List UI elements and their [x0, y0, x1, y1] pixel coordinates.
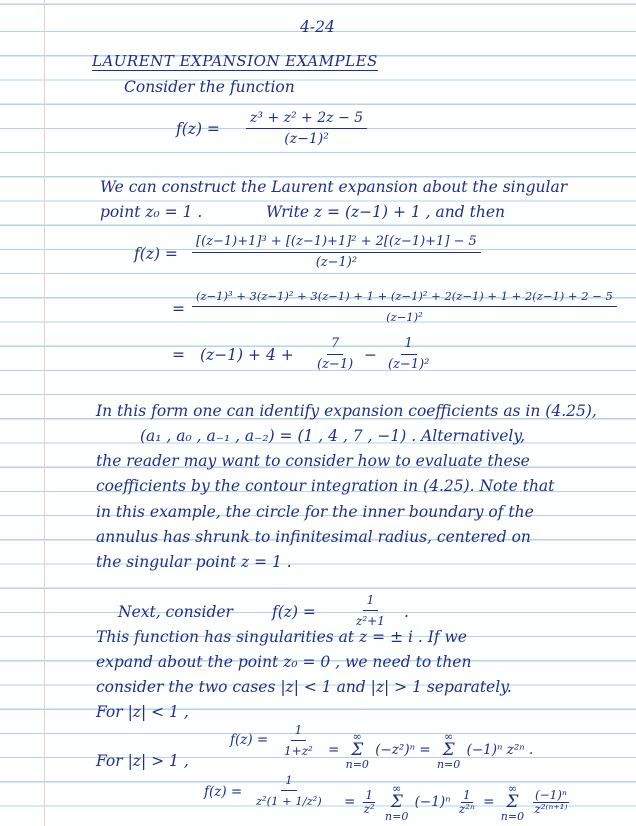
case1-sum-b-sigma: Σ — [442, 740, 455, 760]
eq3-equals: = — [172, 346, 185, 364]
para2-line1: In this form one can identify expansion coefficients as in (4.25), — [96, 402, 597, 420]
case2-term-a: (−1)ⁿ — [414, 794, 451, 810]
case2-sum-a-bottom: n=0 — [385, 810, 409, 823]
case2-sum-b-sigma: Σ — [506, 792, 519, 812]
eq3-num-1: 1 — [401, 336, 417, 355]
eq1-fraction1 — [192, 234, 481, 271]
case1-denominator: 1+z² — [284, 744, 313, 758]
next-lhs: f(z) = — [272, 603, 316, 621]
para2-line4: coefficients by the contour integration in (4.25). Note that — [96, 477, 555, 495]
case1-sum-a-top: ∞ — [352, 730, 362, 743]
eq3-fraction-7 — [313, 336, 357, 373]
eq3-minus: − — [364, 346, 377, 364]
case2-expansion — [344, 783, 571, 822]
case1-term-b: (−1)ⁿ z²ⁿ . — [466, 742, 534, 758]
case2-mid-num: 1 — [365, 788, 373, 802]
next-fraction — [352, 592, 389, 629]
case1-fraction — [280, 722, 317, 759]
case2-sum-b-bottom: n=0 — [500, 810, 525, 823]
eq3-terms: (z−1) + 4 + — [200, 346, 294, 364]
case2-last-num: (−1)ⁿ — [534, 788, 567, 802]
case2-last-fraction — [532, 789, 569, 816]
case1-eq-a: = — [328, 742, 340, 758]
eq3-fraction-1 — [384, 336, 433, 373]
eq1-fraction2 — [192, 288, 617, 325]
eq1-denominator2: (z−1)² — [386, 310, 423, 324]
eq1-denominator1: (z−1)² — [315, 255, 358, 270]
para2-line6: annulus has shrunk to infinitesimal radius, centered on — [96, 528, 531, 546]
case1-sum-b-top: ∞ — [444, 730, 454, 743]
case2-sum-a-top: ∞ — [392, 782, 402, 795]
para3-line2: expand about the point z₀ = 0 , we need to then — [96, 653, 472, 671]
case2-label: For |z| > 1 , — [96, 752, 189, 770]
case2-lhs: f(z) = — [204, 784, 243, 800]
case1-sum-a-bottom: n=0 — [345, 758, 369, 771]
f1-numerator: z³ + z² + 2z − 5 — [246, 110, 367, 129]
para2-line5: in this example, the circle for the inner boundary of the — [96, 503, 534, 521]
case1-label: For |z| < 1 , — [96, 703, 189, 721]
case2-eq-a: = — [344, 794, 356, 810]
case2-fraction — [252, 772, 326, 809]
case2-sum-a-sigma: Σ — [390, 792, 403, 812]
case2-sum-b-top: ∞ — [507, 782, 517, 795]
next-text: Next, consider — [118, 603, 233, 621]
case1-expansion — [328, 731, 533, 770]
next-numerator: 1 — [363, 592, 379, 611]
case2-sum-b — [501, 783, 524, 822]
para3-line1: This function has singularities at z = ± i . If we — [96, 628, 467, 646]
intro-text: Consider the function — [124, 78, 295, 96]
case2-inner-fraction — [457, 789, 477, 816]
para2-line3: the reader may want to consider how to evaluate these — [96, 452, 530, 470]
para1-line2b: Write z = (z−1) + 1 , and then — [266, 203, 505, 221]
f1-lhs: f(z) = — [176, 120, 220, 138]
case1-numerator: 1 — [291, 722, 307, 741]
case2-mid-fraction — [362, 789, 377, 816]
eq3-den-1: (z−1)² — [388, 357, 430, 372]
margin-line — [44, 0, 45, 826]
case1-eq-b: = — [419, 742, 431, 758]
case2-mid-den: z² — [363, 802, 375, 816]
para3-line3: consider the two cases |z| < 1 and |z| > 1 separately. — [96, 678, 512, 696]
next-denominator: z²+1 — [356, 614, 385, 628]
case1-term-a: (−z²)ⁿ — [375, 742, 416, 758]
f1-denominator: (z−1)² — [284, 131, 329, 147]
case1-sum-a-sigma: Σ — [351, 740, 364, 760]
para1-line1: We can construct the Laurent expansion about the singular — [100, 178, 568, 196]
case1-sum-b-bottom: n=0 — [436, 758, 461, 771]
para1-line2a: point z₀ = 1 . — [100, 203, 203, 221]
page-number: 4-24 — [300, 18, 335, 36]
para2-line2: (a₁ , a₀ , a₋₁ , a₋₂) = (1 , 4 , 7 , −1) . Alternatively, — [140, 427, 525, 445]
eq2-equals: = — [172, 300, 185, 318]
case1-sum-b — [437, 731, 460, 770]
para2-line7: the singular point z = 1 . — [96, 553, 292, 571]
case2-eq-b: = — [483, 794, 495, 810]
eq1-lhs: f(z) = — [134, 245, 178, 263]
f1-fraction — [246, 110, 367, 147]
case2-last-den: z²⁽ⁿ⁺¹⁾ — [534, 802, 568, 816]
eq1-numerator2: (z−1)³ + 3(z−1)² + 3(z−1) + 1 + (z−1)² + 2(z−1) + 1 + 2(z−1) + 2 − 5 — [192, 288, 617, 307]
page-title: LAURENT EXPANSION EXAMPLES — [92, 52, 378, 70]
eq3-den-7: (z−1) — [317, 357, 354, 372]
case2-numerator: 1 — [281, 772, 296, 791]
case2-denominator: z²(1 + 1/z²) — [256, 794, 322, 808]
case1-lhs: f(z) = — [230, 732, 269, 748]
next-dot: . — [404, 603, 409, 621]
case2-sum-a — [385, 783, 408, 822]
eq1-numerator1: [(z−1)+1]³ + [(z−1)+1]² + 2[(z−1)+1] − 5 — [192, 234, 481, 253]
case2-inner-den: z²ⁿ — [458, 802, 475, 816]
case1-sum-a — [346, 731, 369, 770]
case2-inner-num: 1 — [463, 788, 471, 802]
eq3-num-7: 7 — [327, 336, 343, 355]
